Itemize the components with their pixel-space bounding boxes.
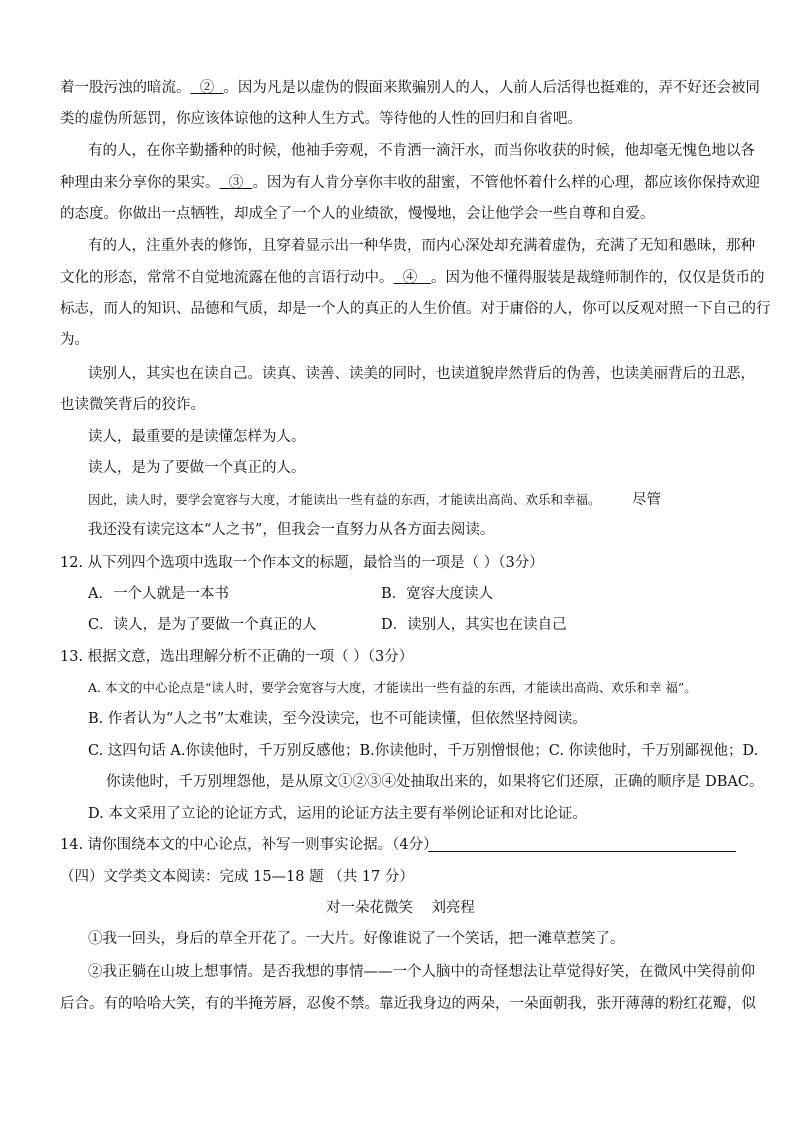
passage-line: 读人，是为了要做一个真正的人。 [88, 460, 306, 476]
answer-line [428, 851, 736, 852]
blank-2: ② [199, 80, 215, 96]
passage-line: 有的人，在你辛勤播种的时候，他袖手旁观，不肯洒一滴汗水，而当你收获的时候，他却毫无愧色地以各 [88, 143, 755, 159]
article-author: 刘亮程 [431, 900, 475, 916]
q12-option-b: B．宽容大度读人 [381, 586, 494, 602]
passage-line: 也读微笑背后的狡诈。 [60, 397, 205, 413]
passage-line: 有的人，注重外表的修饰，且穿着显示出一种华贵，而内心深处却充满着虚伪，充满了无知和愚昧，那种 [88, 238, 755, 254]
passage-line: 尽管 [632, 492, 661, 508]
q13-option-c-cont: 你读他时，千万别埋怨他，是从原文①②③④处抽取出来的，如果将它们还原，正确的顺序是 DBAC。 [106, 774, 764, 790]
passage-line: 种理由来分享你的果实。 ③ 。因为有人肯分享你丰收的甜蜜，不管他怀着什么样的心理，都应该你保持欢迎 [60, 175, 760, 191]
passage-line: 标志，而人的知识、品德和气质，却是一个人的真正的人生价值。对于庸俗的人，你可以反观对照一下自己的行 [60, 301, 771, 317]
blank-3: ③ [228, 175, 244, 191]
passage-line: 读人，最重要的是读懂怎样为人。 [88, 429, 306, 445]
q12-option-d: D．读别人，其实也在读自己 [381, 617, 567, 633]
passage-line: 读别人，其实也在读自己。读真、读善、读美的同时，也读道貌岸然背后的伪善，也读美丽背后的丑恶， [88, 366, 755, 382]
q13-option-b: B. 作者认为“人之书”太难读，至今没读完，也不可能读懂，但依然坚持阅读。 [88, 711, 587, 727]
blank-4: ④ [402, 270, 418, 286]
article-paragraph: ①我一回头，身后的草全开花了。一大片。好像谁说了一个笑话，把一滩草惹笑了。 [88, 931, 625, 947]
article-paragraph: ②我正躺在山坡上想事情。是否我想的事情——一个人脑中的奇怪想法让草觉得好笑，在微风中笑得前仰 [88, 964, 755, 980]
passage-line: 我还没有读完这本“人之书”，但我会一直努力从各方面去阅读。 [88, 522, 495, 538]
question-12-stem: 12. 从下列四个选项中选取一个作本文的标题，最恰当的一项是（ ）（3分） [60, 555, 544, 571]
passage-line: 的态度。你做出一点牺牲，却成全了一个人的业绩欲，慢慢地，会让他学会一些自尊和自爱。 [60, 206, 655, 222]
passage-line: 类的虚伪所惩罚，你应该体谅他的这种人生方式。等待他的人性的回归和自省吧。 [60, 111, 582, 127]
passage-line: 因此，读人时，要学会宽容与大度，才能读出一些有益的东西，才能读出高尚、欢乐和幸福。 [88, 492, 601, 507]
q13-option-d: D. 本文采用了立论的论证方式，运用的论证方法主要有举例论证和对比论证。 [88, 806, 587, 822]
article-title: 对一朵花微笑 刘亮程 [326, 900, 475, 916]
q12-option-a: A．一个人就是一本书 [88, 586, 229, 602]
passage-line: 文化的形态，常常不自觉地流露在他的言语行动中。 ④ 。因为他不懂得服装是裁缝师制作的，仅仅是货币的 [60, 270, 765, 286]
question-13-stem: 13. 根据文意，选出理解分析不正确的一项（ ）（3分） [60, 649, 414, 665]
q13-option-a: A. 本文的中心论点是“读人时，要学会宽容与大度，才能读出一些有益的东西，才能读出高尚、欢乐和幸 福”。 [88, 680, 697, 695]
passage-line: 为。 [60, 332, 89, 348]
section-heading: （四）文学类文本阅读：完成 15—18 题 （共 17 分） [60, 869, 414, 885]
article-paragraph: 后合。有的哈哈大笑，有的半掩芳唇，忍俊不禁。靠近我身边的两朵，一朵面朝我，张开薄薄的粉红花瓣，似 [60, 996, 756, 1012]
question-14-stem: 14. 请你围绕本文的中心论点，补写一则事实论据。（4分） [60, 837, 438, 853]
q13-option-c: C. 这四句话 A.你读他时，千万别反感他；B.你读他时，千万别憎恨他；C. 你读他时，千万别鄙视他；D. [88, 743, 759, 759]
q12-option-c: C．读人，是为了要做一个真正的人 [88, 617, 317, 633]
passage-line: 着一股污浊的暗流。 ② 。因为凡是以虚伪的假面来欺骗别人的人，人前人后活得也挺难的，弄不好还会被同 [60, 80, 760, 96]
